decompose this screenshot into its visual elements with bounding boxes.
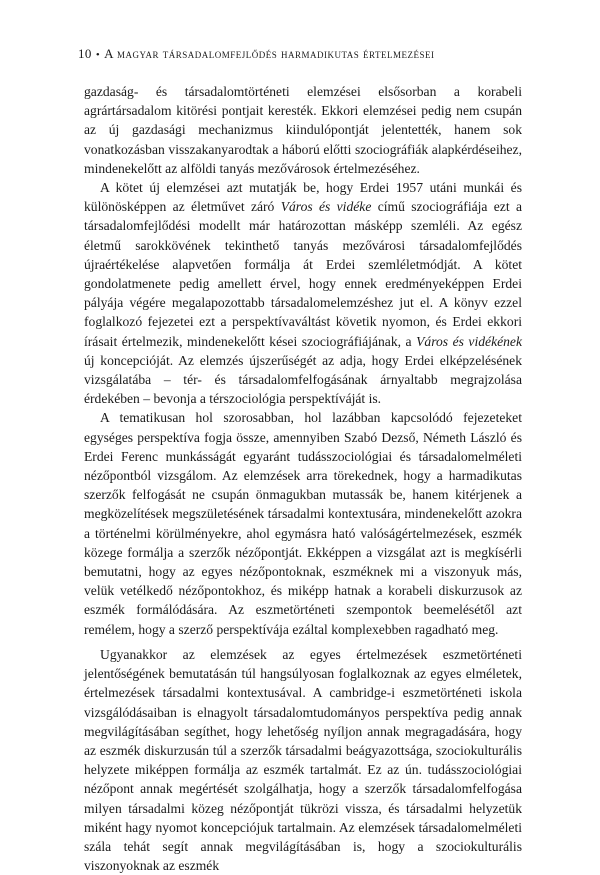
- book-title-italic: Város és vidékének: [416, 333, 523, 349]
- book-title-italic: Város és vidéke: [280, 199, 372, 215]
- paragraph-1: gazdaság- és társadalomtörténeti elemzései elsősorban a korabeli agrártársadalom kitörési pontjait keresték. Ekkori elemzései pedig nem csupán az új gazdasági mechanizmus kiindulópontját jelentették, hanem sok vonatkozásban visszakanyarodtak a háború előtti szociográfiák alapkérdéseihez, mindenekelőtt az alföldi tanyás mezővárosok értelmezéséhez.: [84, 84, 522, 176]
- running-title: A magyar társadalomfejlődés harmadikutas értelmezései: [104, 46, 435, 61]
- body-text: [84, 82, 522, 875]
- running-header: [78, 46, 528, 62]
- header-bullet: •: [95, 49, 101, 61]
- paragraph-2: A kötet új elemzései azt mutatják be, hogy Erdei 1957 utáni munkái és különösképpen az életművet záró Város és vidéke című szociográfiája ezt a társadalomfejlődési modellt már határozottan másképp szemléli. Az egész életmű sarokkövének tekinthető tanyás mezővárosi társadalomfejlődés újraértékelése alapvetően formálja át Erdei szemléletmódját. A kötet gondolatmenete pedig amellett érvel, hogy ennek eredményeképpen Erdei pályája végére megalapozottabb társadalomelemzéshez jut el. A könyv ezzel foglalkozó fejezetei ezt a perspektívaváltást követik nyomon, és Erdei ekkori írásait értelmezik, mindenekelőtt kései szociográfiájának, a Város és vidékének új koncepcióját. Az elemzés újszerűségét az adja, hogy Erdei elképzelésének vizsgálatába – tér- és társadalomfelfogásának árnyaltabb megrajzolása érdekében – bevonja a térszociológia perspektíváját is.: [84, 180, 523, 407]
- page-number: 10: [78, 46, 92, 61]
- paragraph-3: A tematikusan hol szorosabban, hol lazábban kapcsolódó fejezeteket egységes perspektíva fogja össze, amennyiben Szabó Dezső, Németh László és Erdei Ferenc munkásságát egyaránt tudásszociológiai és társadalomelméleti nézőpontból vizsgálom. Az elemzések arra törekednek, hogy a harmadikutas szerzők felfogását ne csupán önmagukban mutassák be, hanem kitérjenek a megközelítések megszületésének társadalmi kontextusára, mindenekelőtt azokra a történelmi körülményekre, ahol egymásra ható valóságértelmezések, eszmék közege formálja a szerzők nézőpontját. Ekképpen a vizsgálat azt is megkísérli bemutatni, hogy az egyes nézőpontoknak, eszméknek mi a viszonyuk más, velük vetélkedő nézőpontokhoz, és miképp hatnak a korabeli diskurzusok az eszmék formálódására. Az eszmetörténeti szempontok beemelésétől azt remélem, hogy a szerző perspektívája ezáltal komplexebben ragadható meg.: [84, 410, 522, 637]
- paragraph-4: Ugyanakkor az elemzések az egyes értelmezések eszmetörténeti jelentőségének bemutatásán túl hangsúlyosan foglalkoznak az egyes elméletek, értelmezések társadalmi kontextusával. A cambridge-i eszmetörténeti iskola vizsgálódásaiban is elnagyolt társadalomtudományos perspektíva pedig annak megvilágításában segíthet, hogy lehetőség nyíljon annak megragadására, hogy az eszmék diskurzusán túl a szerzők társadalmi beágyazottsága, szociokulturális helyzete miképpen formálja az eszmék tartalmát. Ez az ún. tudásszociológiai nézőpont annak megértését szolgálhatja, hogy a szerzők társadalomfelfogása milyen társadalmi közeg nézőpontját tükrözi vissza, és társadalmi helyzetük miként hagy nyomot koncepciójuk tartalmain. Az elemzések társadalomelméleti szála tehát segít annak megvilágításában is, hogy a szociokulturális viszonyoknak az eszmék: [84, 646, 522, 874]
